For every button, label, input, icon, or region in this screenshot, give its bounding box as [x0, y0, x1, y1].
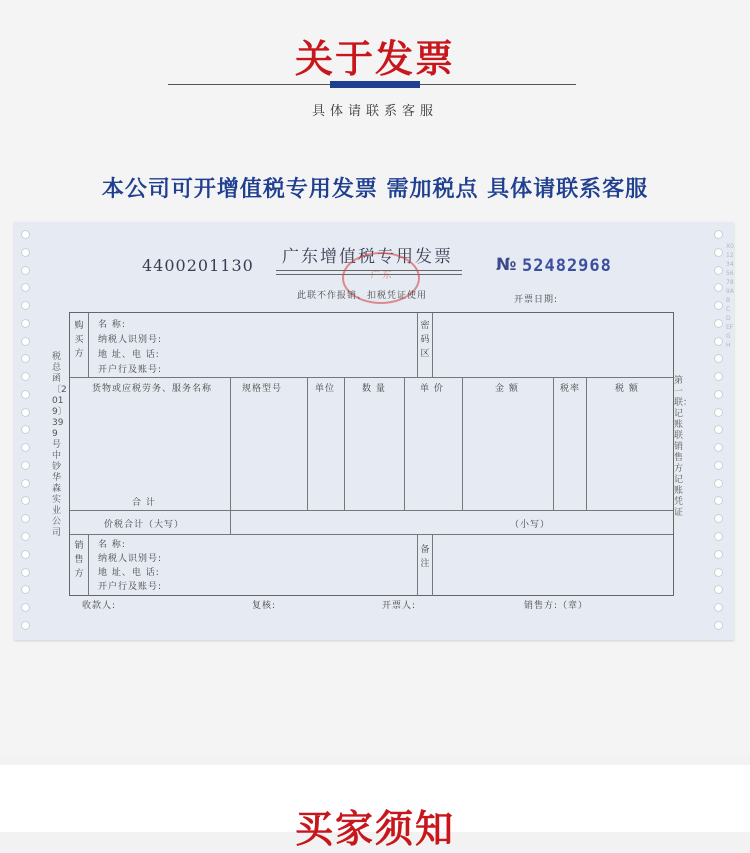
- col-tax-rate: 税率: [560, 384, 581, 394]
- seller-bank-label: 开户行及账号:: [98, 582, 163, 592]
- title-divider-accent: [330, 81, 420, 88]
- seal-text: 广 东: [370, 271, 392, 281]
- copy-note: 第一联：记账联 销售方记账凭证: [674, 376, 693, 518]
- remark-label: 备注: [420, 545, 430, 569]
- subtotal-label: 合 计: [132, 498, 156, 508]
- tractor-holes-right: [714, 230, 724, 630]
- buyer-name-label: 名 称:: [98, 320, 126, 330]
- col-tax: 税 额: [615, 384, 639, 394]
- total-small-label: （小写）: [510, 520, 551, 530]
- section-subtitle: 具体请联系客服: [311, 104, 438, 119]
- seller-seal-label: 销售方:（章）: [524, 601, 589, 611]
- invoice-banner: 本公司可开增值税专用发票 需加税点 具体请联系客服: [101, 177, 649, 202]
- usage-notice: 此联不作报销、扣税凭证使用: [297, 291, 428, 301]
- invoice-number-mark: №: [496, 255, 517, 275]
- tractor-holes-left: [21, 230, 31, 630]
- seller-taxid-label: 纳税人识别号:: [98, 554, 163, 564]
- col-quantity: 数 量: [362, 384, 386, 394]
- buyer-address-label: 地 址、电 话:: [98, 350, 160, 360]
- invoice-title: 广东增值税专用发票: [282, 247, 453, 267]
- seller-label: 销售方: [74, 541, 84, 579]
- invoice-image: [14, 222, 734, 640]
- col-unit-price: 单 价: [420, 384, 444, 394]
- buyer-taxid-label: 纳税人识别号:: [98, 335, 163, 345]
- invoice-number: 52482968: [522, 256, 612, 276]
- payee-label: 收款人:: [82, 601, 117, 611]
- invoice-code: 4400201130: [142, 256, 254, 275]
- issue-date-label: 开票日期:: [514, 295, 559, 305]
- cipher-area-label: 密码区: [420, 321, 430, 359]
- buyer-bank-label: 开户行及账号:: [98, 365, 163, 375]
- col-unit: 单位: [315, 384, 336, 394]
- drawer-label: 开票人:: [382, 601, 417, 611]
- col-goods: 货物或应税劳务、服务名称: [92, 384, 213, 394]
- seller-address-label: 地 址、电 话:: [98, 568, 160, 578]
- total-label: 价税合计（大写）: [104, 520, 185, 530]
- reviewer-label: 复核:: [252, 601, 277, 611]
- buyer-notice-title: 买家须知: [294, 807, 455, 851]
- printer-note: 税总函〔2019〕399号中钞华森实业公司: [52, 352, 67, 538]
- buyer-label: 购买方: [74, 321, 84, 359]
- invoice-table: [69, 312, 674, 596]
- buyer-notice-section: [0, 765, 750, 851]
- col-amount: 金 额: [495, 384, 519, 394]
- edge-code: X0123456789ABCDEFGH: [726, 243, 734, 349]
- seller-name-label: 名 称:: [98, 540, 126, 550]
- col-spec: 规格型号: [242, 384, 283, 394]
- section-title: 关于发票: [294, 37, 455, 81]
